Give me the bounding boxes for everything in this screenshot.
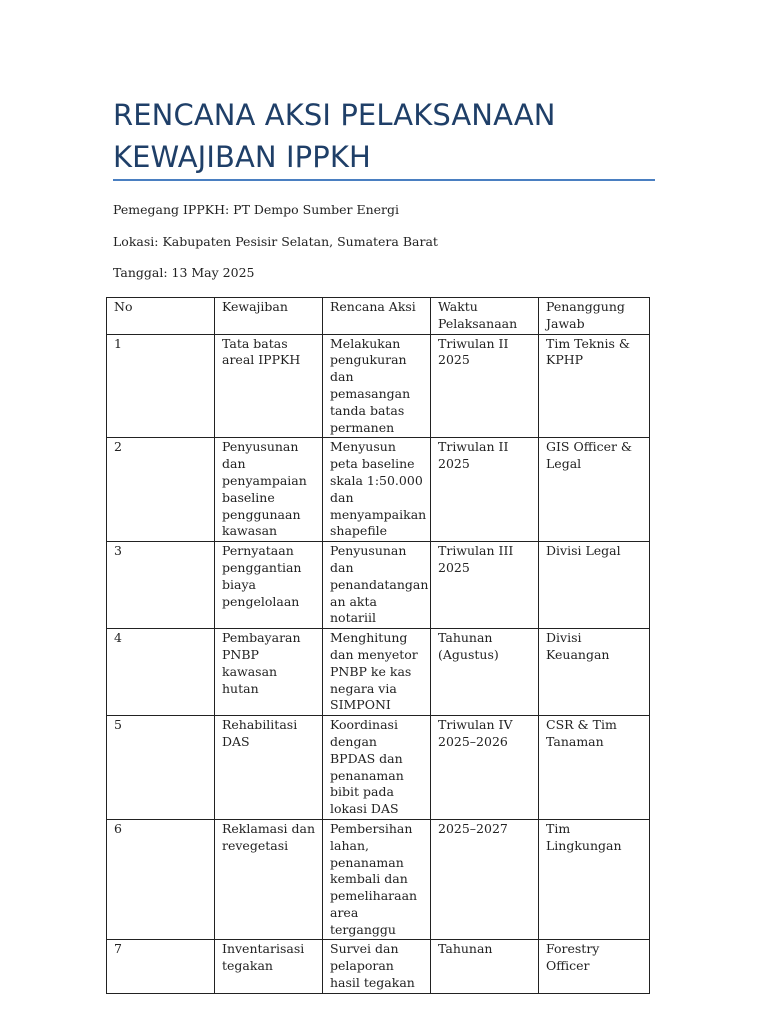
- date-line: Tanggal: 13 May 2025: [113, 265, 255, 280]
- cell-kewajiban: Penyusunan dan penyampaian baseline penggunaan kawasan: [215, 438, 323, 542]
- title-underline: [113, 179, 655, 181]
- cell-waktu: Triwulan II 2025: [431, 334, 539, 438]
- holder-line: Pemegang IPPKH: PT Dempo Sumber Energi: [113, 202, 400, 217]
- cell-rencana-aksi: Koordinasi dengan BPDAS dan penanaman bibit pada lokasi DAS: [323, 716, 431, 820]
- cell-waktu: Tahunan (Agustus): [431, 629, 539, 716]
- action-plan-table: [106, 297, 650, 994]
- cell-penanggung-jawab: GIS Officer & Legal: [539, 438, 650, 542]
- cell-waktu: Tahunan: [431, 940, 539, 993]
- table-row: [107, 716, 650, 820]
- location-line: Lokasi: Kabupaten Pesisir Selatan, Sumatera Barat: [113, 234, 438, 249]
- cell-no: 4: [107, 629, 215, 716]
- document-title: RENCANA AKSI PELAKSANAAN KEWAJIBAN IPPKH: [113, 98, 556, 174]
- cell-kewajiban: Inventarisasi tegakan: [215, 940, 323, 993]
- cell-penanggung-jawab: Tim Teknis & KPHP: [539, 334, 650, 438]
- cell-penanggung-jawab: Tim Lingkungan: [539, 819, 650, 940]
- table-row: [107, 438, 650, 542]
- cell-penanggung-jawab: CSR & Tim Tanaman: [539, 716, 650, 820]
- cell-rencana-aksi: Penyusunan dan penandatangan an akta notariil: [323, 542, 431, 629]
- cell-no: 5: [107, 716, 215, 820]
- cell-rencana-aksi: Survei dan pelaporan hasil tegakan: [323, 940, 431, 993]
- cell-waktu: Triwulan II 2025: [431, 438, 539, 542]
- cell-waktu: Triwulan III 2025: [431, 542, 539, 629]
- cell-waktu: Triwulan IV 2025–2026: [431, 716, 539, 820]
- table-row: [107, 542, 650, 629]
- cell-no: 6: [107, 819, 215, 940]
- table-row: [107, 629, 650, 716]
- cell-kewajiban: Tata batas areal IPPKH: [215, 334, 323, 438]
- cell-rencana-aksi: Melakukan pengukuran dan pemasangan tanda batas permanen: [323, 334, 431, 438]
- cell-penanggung-jawab: Divisi Legal: [539, 542, 650, 629]
- cell-no: 3: [107, 542, 215, 629]
- cell-rencana-aksi: Pembersihan lahan, penanaman kembali dan pemeliharaan area terganggu: [323, 819, 431, 940]
- header-penanggung-jawab: Penanggung Jawab: [539, 298, 650, 335]
- table-row: [107, 940, 650, 993]
- cell-rencana-aksi: Menyusun peta baseline skala 1:50.000 dan menyampaikan shapefile: [323, 438, 431, 542]
- cell-penanggung-jawab: Forestry Officer: [539, 940, 650, 993]
- table-row: [107, 819, 650, 940]
- header-rencana-aksi: Rencana Aksi: [323, 298, 431, 335]
- header-waktu: Waktu Pelaksanaan: [431, 298, 539, 335]
- cell-kewajiban: Reklamasi dan revegetasi: [215, 819, 323, 940]
- header-no: No: [107, 298, 215, 335]
- cell-no: 2: [107, 438, 215, 542]
- cell-kewajiban: Pembayaran PNBP kawasan hutan: [215, 629, 323, 716]
- cell-waktu: 2025–2027: [431, 819, 539, 940]
- cell-kewajiban: Rehabilitasi DAS: [215, 716, 323, 820]
- cell-rencana-aksi: Menghitung dan menyetor PNBP ke kas negara via SIMPONI: [323, 629, 431, 716]
- cell-no: 1: [107, 334, 215, 438]
- header-kewajiban: Kewajiban: [215, 298, 323, 335]
- cell-penanggung-jawab: Divisi Keuangan: [539, 629, 650, 716]
- cell-kewajiban: Pernyataan penggantian biaya pengelolaan: [215, 542, 323, 629]
- table-row: [107, 334, 650, 438]
- cell-no: 7: [107, 940, 215, 993]
- table-header-row: [107, 298, 650, 335]
